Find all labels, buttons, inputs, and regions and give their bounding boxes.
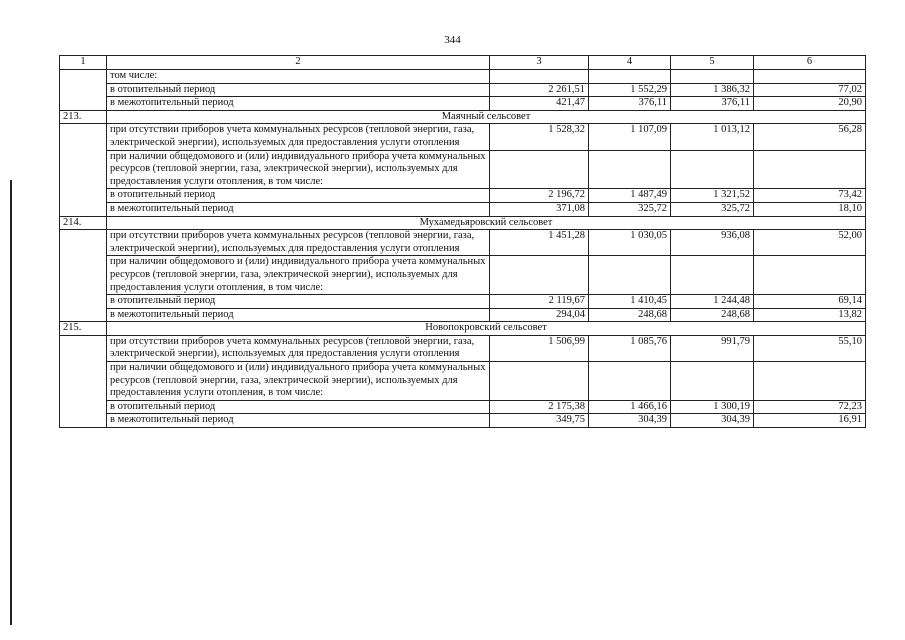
value-cell xyxy=(589,256,671,295)
value-cell: 13,82 xyxy=(754,308,866,322)
table-row xyxy=(60,414,866,428)
value-cell: 371,08 xyxy=(490,202,589,216)
row-description: при отсутствии приборов учета коммунальных ресурсов (тепловой энергии, газа, электрической энергии), используемых для предоставления услуги отопления xyxy=(107,335,490,361)
section-name: Мухамедьяровский сельсовет xyxy=(107,216,866,230)
section-row xyxy=(60,110,866,124)
value-cell: 56,28 xyxy=(754,124,866,150)
value-cell: 69,14 xyxy=(754,295,866,309)
table-row xyxy=(60,189,866,203)
value-cell xyxy=(754,150,866,189)
tariff-table xyxy=(59,55,866,428)
table-row xyxy=(60,362,866,401)
table-row xyxy=(60,202,866,216)
row-description: при наличии общедомового и (или) индивидуального прибора учета коммунальных ресурсов (тепловой энергии, газа, электрической энергии), используемых для предоставления услуги отопления, в том числе: xyxy=(107,150,490,189)
value-cell: 325,72 xyxy=(589,202,671,216)
section-row xyxy=(60,322,866,336)
value-cell: 73,42 xyxy=(754,189,866,203)
section-index: 215. xyxy=(60,322,107,336)
value-cell: 304,39 xyxy=(671,414,754,428)
value-cell: 72,23 xyxy=(754,400,866,414)
value-cell: 1 487,49 xyxy=(589,189,671,203)
value-cell: 294,04 xyxy=(490,308,589,322)
row-description: при наличии общедомового и (или) индивидуального прибора учета коммунальных ресурсов (тепловой энергии, газа, электрической энергии), используемых для предоставления услуги отопления, в том числе: xyxy=(107,362,490,401)
value-cell: 248,68 xyxy=(671,308,754,322)
table-row xyxy=(60,335,866,361)
value-cell xyxy=(589,70,671,84)
table-row xyxy=(60,230,866,256)
row-description: в отопительный период xyxy=(107,400,490,414)
value-cell xyxy=(490,362,589,401)
value-cell: 18,10 xyxy=(754,202,866,216)
row-description: в межотопительный период xyxy=(107,414,490,428)
row-description: в отопительный период xyxy=(107,83,490,97)
row-description: в отопительный период xyxy=(107,295,490,309)
value-cell: 2 261,51 xyxy=(490,83,589,97)
value-cell xyxy=(754,256,866,295)
value-cell xyxy=(490,256,589,295)
value-cell: 1 466,16 xyxy=(589,400,671,414)
column-number-row xyxy=(60,56,866,70)
row-description: при отсутствии приборов учета коммунальных ресурсов (тепловой энергии, газа, электрической энергии), используемых для предоставления услуги отопления xyxy=(107,230,490,256)
table-row xyxy=(60,83,866,97)
column-header: 5 xyxy=(671,56,754,70)
row-description: в межотопительный период xyxy=(107,97,490,111)
value-cell: 16,91 xyxy=(754,414,866,428)
value-cell: 52,00 xyxy=(754,230,866,256)
value-cell: 1 244,48 xyxy=(671,295,754,309)
table-row xyxy=(60,124,866,150)
value-cell xyxy=(490,150,589,189)
table-row xyxy=(60,400,866,414)
row-description: при отсутствии приборов учета коммунальных ресурсов (тепловой энергии, газа, электрической энергии), используемых для предоставления услуги отопления xyxy=(107,124,490,150)
table-row xyxy=(60,150,866,189)
section-name: Новопокровский сельсовет xyxy=(107,322,866,336)
value-cell: 1 030,05 xyxy=(589,230,671,256)
column-header: 4 xyxy=(589,56,671,70)
value-cell: 1 085,76 xyxy=(589,335,671,361)
value-cell: 1 506,99 xyxy=(490,335,589,361)
column-header: 2 xyxy=(107,56,490,70)
binding-margin-line xyxy=(10,180,12,625)
column-header: 6 xyxy=(754,56,866,70)
value-cell: 1 451,28 xyxy=(490,230,589,256)
row-description: в межотопительный период xyxy=(107,202,490,216)
table-row xyxy=(60,308,866,322)
section-row xyxy=(60,216,866,230)
value-cell xyxy=(671,256,754,295)
row-description: том числе: xyxy=(107,70,490,84)
table-row xyxy=(60,256,866,295)
value-cell xyxy=(589,150,671,189)
value-cell: 376,11 xyxy=(589,97,671,111)
value-cell xyxy=(589,362,671,401)
value-cell xyxy=(671,150,754,189)
value-cell xyxy=(671,362,754,401)
value-cell xyxy=(754,362,866,401)
value-cell xyxy=(754,70,866,84)
page-number: 344 xyxy=(444,34,461,46)
value-cell: 304,39 xyxy=(589,414,671,428)
section-index: 213. xyxy=(60,110,107,124)
value-cell: 421,47 xyxy=(490,97,589,111)
value-cell: 77,02 xyxy=(754,83,866,97)
section-name: Маячный сельсовет xyxy=(107,110,866,124)
value-cell: 376,11 xyxy=(671,97,754,111)
index-cell xyxy=(60,70,107,111)
index-cell xyxy=(60,335,107,427)
value-cell: 325,72 xyxy=(671,202,754,216)
row-description: в отопительный период xyxy=(107,189,490,203)
column-header: 3 xyxy=(490,56,589,70)
value-cell: 1 300,19 xyxy=(671,400,754,414)
index-cell xyxy=(60,230,107,322)
value-cell: 991,79 xyxy=(671,335,754,361)
value-cell: 1 528,32 xyxy=(490,124,589,150)
value-cell: 349,75 xyxy=(490,414,589,428)
index-cell xyxy=(60,124,107,216)
value-cell xyxy=(490,70,589,84)
row-description: при наличии общедомового и (или) индивидуального прибора учета коммунальных ресурсов (тепловой энергии, газа, электрической энергии), используемых для предоставления услуги отопления, в том числе: xyxy=(107,256,490,295)
value-cell: 1 013,12 xyxy=(671,124,754,150)
table-row xyxy=(60,97,866,111)
value-cell: 1 321,52 xyxy=(671,189,754,203)
value-cell: 2 196,72 xyxy=(490,189,589,203)
value-cell: 1 107,09 xyxy=(589,124,671,150)
value-cell: 2 175,38 xyxy=(490,400,589,414)
value-cell: 20,90 xyxy=(754,97,866,111)
value-cell: 248,68 xyxy=(589,308,671,322)
value-cell: 1 410,45 xyxy=(589,295,671,309)
table-row xyxy=(60,295,866,309)
row-description: в межотопительный период xyxy=(107,308,490,322)
value-cell: 1 552,29 xyxy=(589,83,671,97)
value-cell xyxy=(671,70,754,84)
column-header: 1 xyxy=(60,56,107,70)
value-cell: 55,10 xyxy=(754,335,866,361)
value-cell: 2 119,67 xyxy=(490,295,589,309)
table-row xyxy=(60,70,866,84)
section-index: 214. xyxy=(60,216,107,230)
value-cell: 936,08 xyxy=(671,230,754,256)
value-cell: 1 386,32 xyxy=(671,83,754,97)
